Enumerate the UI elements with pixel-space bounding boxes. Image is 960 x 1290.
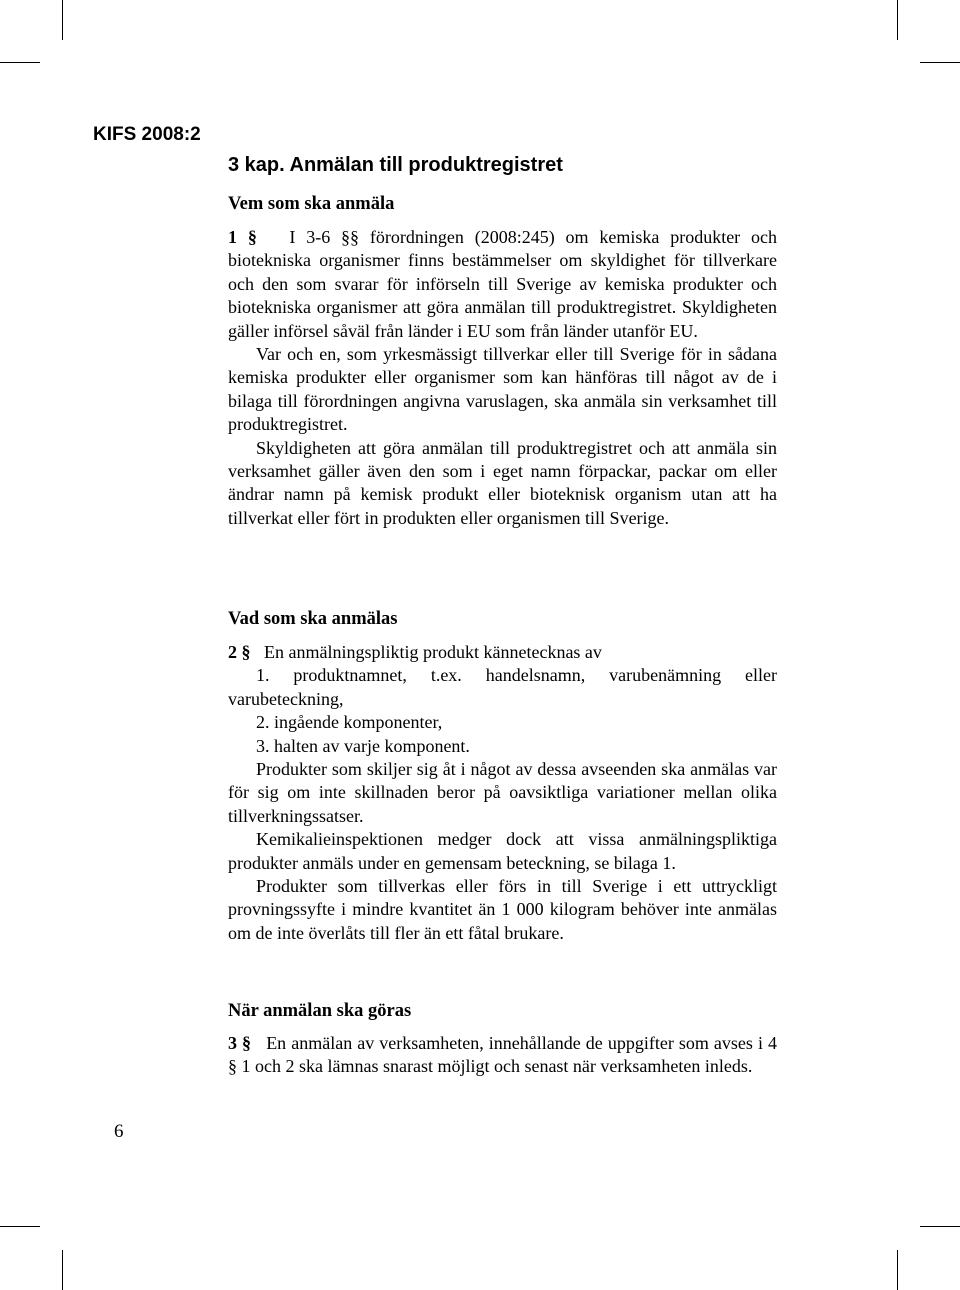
list-item: 2. ingående komponenter,: [256, 712, 443, 733]
section-1-body: [228, 226, 777, 530]
paragraph: [228, 641, 777, 664]
crop-mark: [897, 0, 898, 40]
paragraph: Produkter som tillverkas eller förs in till Sverige i ett uttryckligt provningssyfte i mindre kvantitet än 1 000 kilogram behöver inte anmälas om de inte överlåts till fler än ett fåtal brukare.: [228, 876, 777, 943]
section-heading: Vem som ska anmäla: [228, 194, 395, 214]
crop-mark: [0, 62, 40, 63]
paragraph: Skyldigheten att göra anmälan till produktregistret och att anmäla sin verksamhet gäller även den som i eget namn förpackar, packar om eller ändrar namn på kemisk produkt eller bioteknisk organism utan att ha tillverkat eller fört in produkten eller organismen till Sverige.: [228, 437, 777, 528]
crop-mark: [0, 1226, 40, 1227]
crop-mark: [897, 1250, 898, 1290]
crop-mark: [62, 1250, 63, 1290]
section-2-body: [228, 641, 777, 945]
section-heading: Vad som ska anmälas: [228, 609, 398, 629]
crop-mark: [920, 62, 960, 63]
paragraph: Produkter som skiljer sig åt i något av dessa avseenden ska anmälas var för sig om inte skillnaden beror på oavsiktliga variationer mellan olika tillverkningssatser.: [228, 759, 777, 826]
paragraph-text: I 3-6 §§ förordningen (2008:245) om kemiska produkter och biotekniska organismer finns bestämmelser om skyldighet för tillverkare och den som svarar för införseln till Sverige av kemiska produkter och biotekniska organismer att göra anmälan till produktregistret. Skyldigheten gäller införsel såväl från länder i EU som från länder utanför EU.: [228, 227, 778, 341]
document-id: KIFS 2008:2: [93, 124, 201, 145]
crop-mark: [62, 0, 63, 40]
list-item: 3. halten av varje komponent.: [256, 735, 470, 756]
section-3-body: [228, 1032, 777, 1079]
section-number: 2 §: [228, 642, 251, 662]
page-number: 6: [114, 1121, 124, 1142]
chapter-title: 3 kap. Anmälan till produktregistret: [228, 154, 563, 176]
section-heading: När anmälan ska göras: [228, 1001, 412, 1021]
list-item: 1. produktnamnet, t.ex. handelsnamn, varubenämning eller varubeteckning,: [228, 665, 777, 709]
section-number: 1 §: [228, 227, 257, 247]
paragraph: [228, 1032, 777, 1079]
paragraph-text: En anmälan av verksamheten, innehållande de uppgifter som avses i 4 § 1 och 2 ska lämnas snarast möjligt och senast när verksamheten inleds.: [228, 1033, 777, 1077]
paragraph: [228, 226, 777, 343]
section-number: 3 §: [228, 1033, 252, 1053]
paragraph: Kemikalieinspektionen medger dock att vissa anmälningspliktiga produkter anmäls under en gemensam beteckning, se bilaga 1.: [228, 829, 777, 873]
paragraph-text: En anmälningspliktig produkt kännetecknas av: [264, 642, 602, 662]
paragraph: Var och en, som yrkesmässigt tillverkar eller till Sverige för in sådana kemiska produkter eller organismer som kan hänföras till något av de i bilaga till förordningen angivna varuslagen, ska anmäla sin verksamhet till produktregistret.: [228, 344, 777, 435]
crop-mark: [920, 1226, 960, 1227]
